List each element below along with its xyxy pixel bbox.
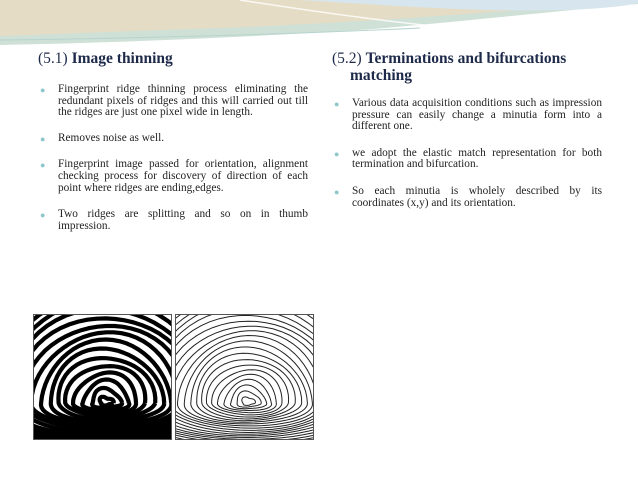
left-bullet-list bbox=[38, 84, 308, 232]
list-item: ● Removes noise as well. bbox=[40, 131, 165, 144]
ridge-line bbox=[100, 397, 114, 406]
list-item: ● Two ridges are splitting and so on in thumb impression. bbox=[40, 208, 308, 232]
list-item: ● So each minutia is wholely described by its coordinates (x,y) and its orientation. bbox=[334, 184, 602, 209]
right-title-text-line2: matching bbox=[350, 67, 412, 84]
bullet-icon: ● bbox=[334, 148, 340, 159]
fingerprint-original-image bbox=[33, 314, 172, 440]
bullet-icon: ● bbox=[40, 133, 46, 144]
list-item: ● Fingerprint ridge thinning process eliminating the redundant pixels of ridges and this will carried out till the ridges are just one pixel wide in length. bbox=[40, 83, 308, 119]
bullet-icon: ● bbox=[40, 210, 46, 221]
bullet-icon: ● bbox=[40, 160, 46, 171]
left-title-text: Image thinning bbox=[71, 50, 173, 67]
list-item: ● Various data acquisition conditions such as impression pressure can easily change a minutia form into a different one. bbox=[334, 97, 602, 133]
bullet-icon: ● bbox=[40, 85, 46, 95]
right-title-number: (5.2) bbox=[332, 50, 362, 67]
left-title-number: (5.1) bbox=[38, 50, 68, 67]
left-section-title bbox=[38, 50, 173, 67]
header-swoosh bbox=[0, 0, 638, 50]
right-bullet-list bbox=[332, 98, 602, 209]
ridge-line bbox=[242, 397, 256, 406]
fingerprint-thinned-image bbox=[175, 314, 314, 440]
list-item: ● Fingerprint image passed for orientation, alignment checking process for discovery of direction of each point where ridges are ending,edges. bbox=[40, 158, 308, 194]
list-item: ● we adopt the elastic match representation for both termination and bifurcation. bbox=[334, 146, 602, 171]
bullet-icon: ● bbox=[334, 99, 340, 109]
right-title-text: Terminations and bifurcations bbox=[365, 50, 567, 67]
right-section-title bbox=[332, 50, 566, 84]
bullet-icon: ● bbox=[334, 186, 340, 197]
